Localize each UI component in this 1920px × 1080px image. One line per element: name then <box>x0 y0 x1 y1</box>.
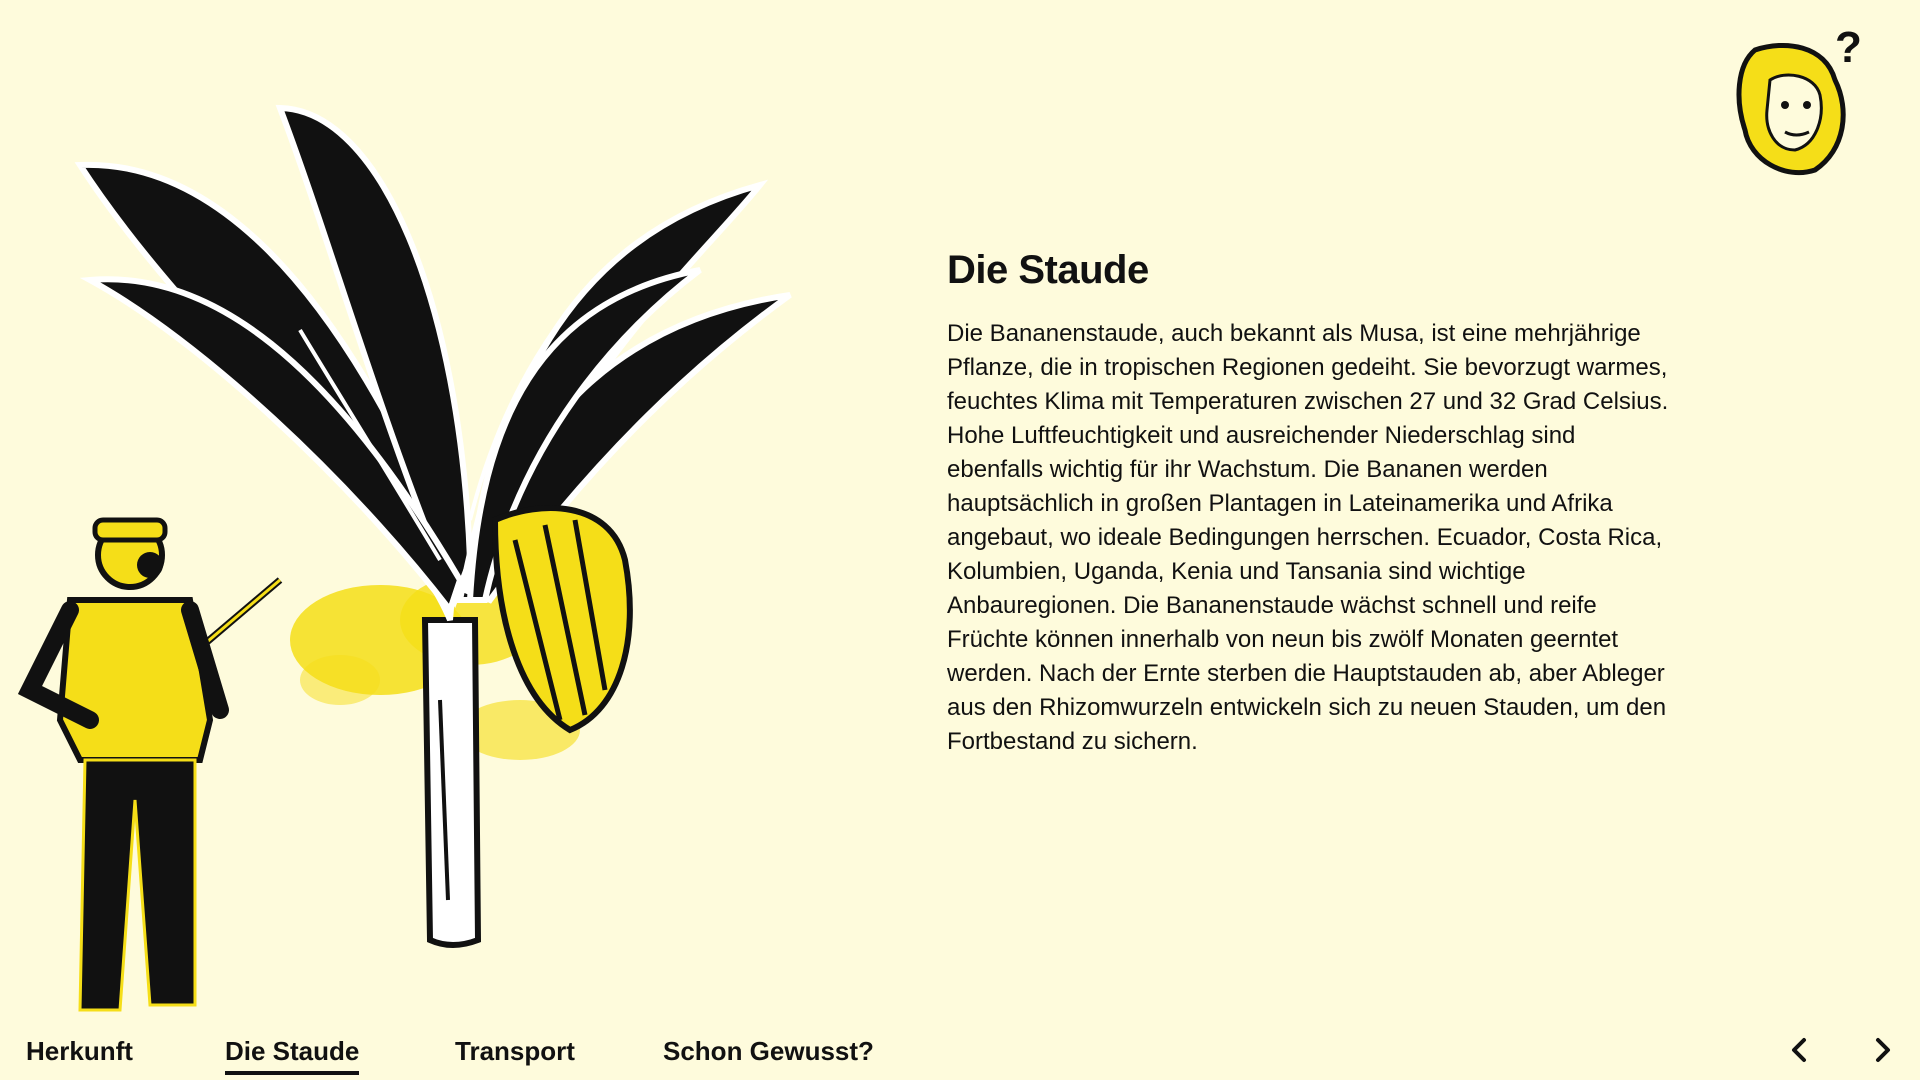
article <box>947 248 1677 759</box>
chapter-nav <box>0 1030 1920 1080</box>
help-question-mark: ? <box>1835 23 1862 72</box>
chevron-left-icon[interactable] <box>1780 1030 1820 1070</box>
banana-bunch <box>495 508 630 730</box>
plant-leaves <box>80 108 790 620</box>
tab-die-staude[interactable]: Die Staude <box>225 1036 359 1075</box>
tab-herkunft[interactable]: Herkunft <box>26 1036 133 1066</box>
plant-stem <box>425 620 478 945</box>
chevron-right-icon[interactable] <box>1862 1030 1902 1070</box>
help-portrait-button[interactable] <box>1725 20 1875 180</box>
worker-figure <box>30 520 280 1010</box>
article-title: Die Staude <box>947 248 1149 292</box>
tab-schon-gewusst[interactable]: Schon Gewusst? <box>663 1036 874 1066</box>
tab-transport[interactable]: Transport <box>455 1036 575 1066</box>
article-body: Die Bananenstaude, auch bekannt als Musa, ist eine mehrjährige Pflanze, die in tropischen Regionen gedeiht. Sie bevorzugt warmes, feuchtes Klima mit Temperaturen zwischen 27 und 32 Grad Celsius. Hohe Luftfeuchtigkeit und ausreichender Niederschlag sind ebenfalls wichtig für ihr Wachstum. Die Bananen werden hauptsächlich in großen Plantagen in Lateinamerika und Afrika angebaut, wo ideale Bedingungen herrschen. Ecuador, Costa Rica, Kolumbien, Uganda, Kenia und Tansania sind wichtige Anbauregionen. Die Bananenstaude wächst schnell und reife Früchte können innerhalb von neun bis zwölf Monaten geerntet werden. Nach der Ernte sterben die Hauptstauden ab, aber Ableger aus den Rhizomwurzeln entwickeln sich zu neuen Stauden, um den Fortbestand zu sichern. <box>947 320 1669 755</box>
banana-plant-illustration <box>0 0 900 1030</box>
